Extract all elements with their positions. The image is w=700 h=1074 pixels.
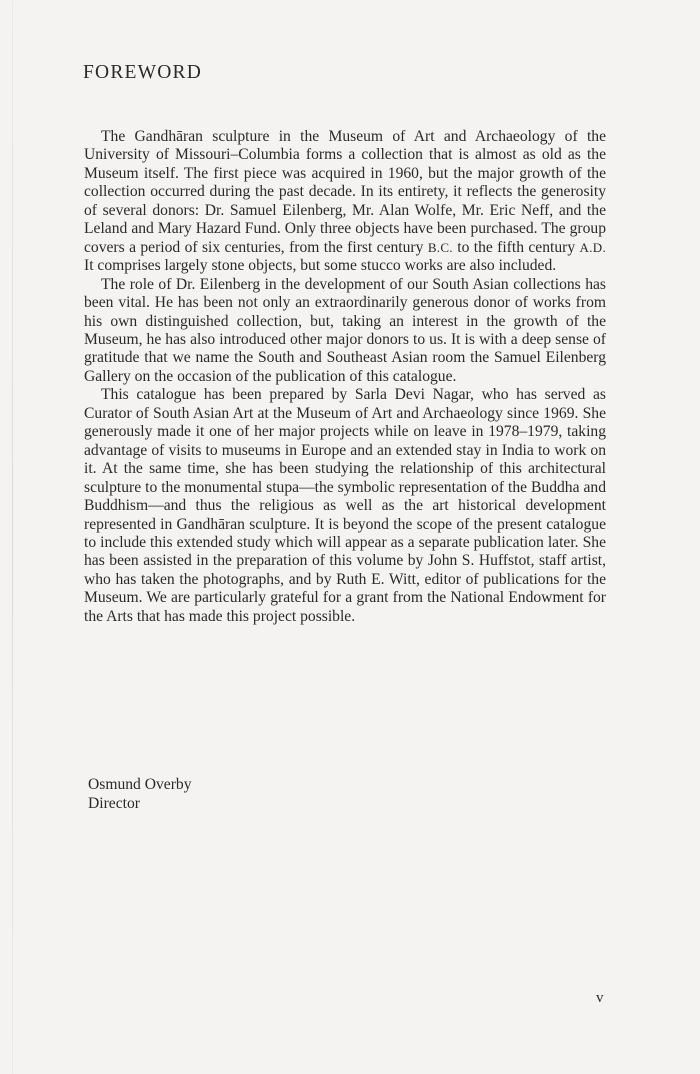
page-number: v: [596, 990, 604, 1006]
page-gutter-shadow: [12, 0, 13, 1074]
paragraph-collection-history: [84, 128, 606, 276]
paragraph-text: to the fifth century: [452, 238, 580, 256]
page-title: FOREWORD: [83, 62, 203, 83]
era-abbreviation: A.D.: [579, 239, 606, 255]
paragraph-eilenberg: The role of Dr. Eilenberg in the development of our South Asian collections has been vital. He has been not only an extraordinarily generous donor of works from his own distinguished collection, but, taking an interest in the growth of the Museum, he has also introduced other major donors to us. It is with a deep sense of gratitude that we name the South and Southeast Asian room the Samuel Eilenberg Gallery on the occasion of the publication of this catalogue.: [84, 275, 606, 385]
foreword-body: [84, 128, 606, 626]
signatory-name: Osmund Overby: [88, 776, 192, 793]
paragraph-text: It comprises largely stone objects, but some stucco works are also included.: [84, 257, 557, 275]
paragraph-catalogue-preparation: This catalogue has been prepared by Sarla Devi Nagar, who has served as Curator of South Asian Art at the Museum of Art and Archaeology since 1969. She generously made it one of her major projects while on leave in 1978–1979, taking advantage of visits to museums in Europe and an extended stay in India to work on it. At the same time, she has been studying the relationship of this architectural sculpture to the monumental stupa—the symbolic representation of the Buddha and Buddhism—and thus the religious as well as the art historical development represented in Gandhāran sculpture. It is beyond the scope of the present catalogue to include this extended study which will appear as a separate publication later. She has been assisted in the preparation of this volume by John S. Huffstot, staff artist, who has taken the photographs, and by Ruth E. Witt, editor of publications for the Museum. We are particularly grateful for a grant from the National Endowment for the Arts that has made this project possible.: [84, 386, 606, 625]
signature-block: [88, 775, 192, 813]
signatory-title: Director: [88, 795, 140, 812]
era-abbreviation: B.C.: [427, 239, 453, 255]
paragraph-text: The Gandhāran sculpture in the Museum of Art and Archaeology of the University of Missouri–Columbia forms a collection that is almost as old as the Museum itself. The first piece was acquired in 1960, but the major growth of the collection occurred during the past decade. In its entirety, it reflects the generosity of several donors: Dr. Samuel Eilenberg, Mr. Alan Wolfe, Mr. Eric Neff, and the Leland and Mary Hazard Fund. Only three objects have been purchased. The group covers a period of six centuries, from the first century: [84, 128, 606, 256]
